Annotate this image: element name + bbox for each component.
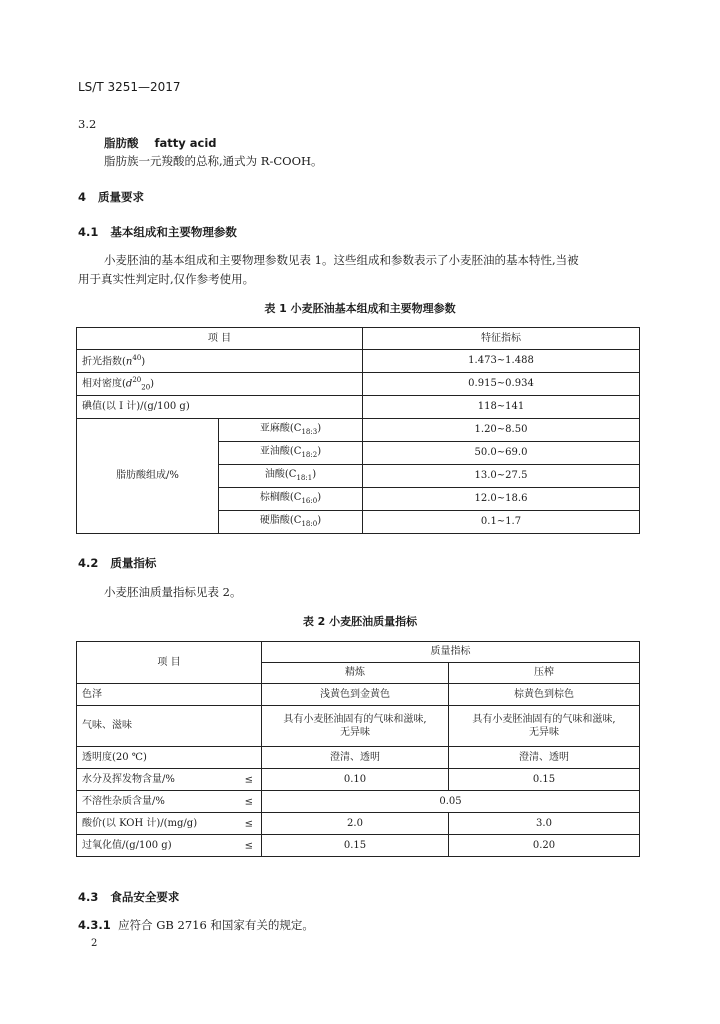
row-value: 0.915~0.934 — [363, 373, 640, 396]
header-item: 项 目 — [77, 642, 262, 684]
header-refined: 精炼 — [262, 663, 449, 684]
cell: 0.15 — [449, 769, 640, 791]
table-row — [77, 835, 640, 857]
table-row — [77, 684, 640, 706]
row-value: 1.473~1.488 — [363, 350, 640, 373]
cell: 0.20 — [449, 835, 640, 857]
header-pressed: 压榨 — [449, 663, 640, 684]
fa-name: 棕榈酸$(C_{16:0})$ — [219, 488, 363, 511]
cell: 浅黄色到金黄色 — [262, 684, 449, 706]
cell: 0.10 — [262, 769, 449, 791]
row-label: 不溶性杂质含量/% ≤ — [77, 791, 262, 813]
cell: 0.05 — [262, 791, 640, 813]
fa-value: 0.1~1.7 — [363, 511, 640, 534]
table-row — [77, 396, 640, 419]
section-4-2-heading — [78, 555, 156, 571]
section-title: 质量指标 — [110, 556, 157, 570]
fa-value: 13.0~27.5 — [363, 465, 640, 488]
row-label: 折光指数$(n^{40})$ — [77, 350, 363, 373]
term-heading — [104, 135, 217, 151]
cell: 3.0 — [449, 813, 640, 835]
section-title: 基本组成和主要物理参数 — [110, 225, 237, 239]
section-number: 4 — [78, 190, 87, 204]
row-label: 碘值(以 I 计)/(g/100 g) — [77, 396, 363, 419]
section-3-2-number: 3.2 — [78, 117, 97, 131]
table-row — [77, 706, 640, 747]
section-4-heading — [78, 189, 144, 205]
section-number: 4.1 — [78, 225, 99, 239]
row-label: 相对密度$(d^{20}_{20})$ — [77, 373, 363, 396]
term-en: fatty acid — [154, 136, 217, 150]
fatty-acid-label: 脂肪酸组成/% — [77, 419, 219, 534]
table-1 — [76, 327, 640, 534]
clause-4-3-1 — [78, 917, 314, 933]
table-row — [77, 419, 640, 442]
table-1-caption: 表 1 小麦胚油基本组成和主要物理参数 — [264, 302, 456, 315]
header-item: 项 目 — [77, 328, 363, 350]
paragraph-line: 用于真实性判定时,仅作参考使用。 — [78, 272, 255, 286]
fa-value: 1.20~8.50 — [363, 419, 640, 442]
table-row — [77, 747, 640, 769]
clause-number: 4.3.1 — [78, 918, 111, 932]
paragraph-line: 小麦胚油的基本组成和主要物理参数见表 1。这些组成和参数表示了小麦胚油的基本特性,当被 — [104, 253, 579, 267]
table-2 — [76, 641, 640, 857]
page-number: 2 — [91, 938, 98, 949]
section-4-3-heading — [78, 889, 179, 905]
section-number: 4.2 — [78, 556, 99, 570]
term-cn: 脂肪酸 — [104, 136, 139, 150]
fa-name: 油酸$(C_{18:1})$ — [219, 465, 363, 488]
paragraph-line: 小麦胚油质量指标见表 2。 — [104, 585, 242, 599]
table-row — [77, 373, 640, 396]
row-label: 酸价(以 KOH 计)/(mg/g) ≤ — [77, 813, 262, 835]
cell: 2.0 — [262, 813, 449, 835]
fa-name: 亚油酸$(C_{18:2})$ — [219, 442, 363, 465]
cell: 澄清、透明 — [449, 747, 640, 769]
row-label: 过氧化值/(g/100 g) ≤ — [77, 835, 262, 857]
fa-name: 硬脂酸$(C_{18:0})$ — [219, 511, 363, 534]
header-quality-index: 质量指标 — [262, 642, 640, 663]
clause-text: 应符合 GB 2716 和国家有关的规定。 — [118, 918, 314, 932]
table-row — [77, 791, 640, 813]
cell: 澄清、透明 — [262, 747, 449, 769]
standard-code-header: LS/T 3251—2017 — [78, 80, 181, 94]
fa-value: 12.0~18.6 — [363, 488, 640, 511]
row-label: 气味、滋味 — [77, 706, 262, 747]
section-number: 4.3 — [78, 890, 99, 904]
cell: 具有小麦胚油固有的气味和滋味, 无异味 — [262, 706, 449, 747]
cell: 0.15 — [262, 835, 449, 857]
row-value: 118~141 — [363, 396, 640, 419]
fa-value: 50.0~69.0 — [363, 442, 640, 465]
table-row — [77, 813, 640, 835]
section-title: 质量要求 — [98, 190, 145, 204]
term-definition: 脂肪族一元羧酸的总称,通式为 R-COOH。 — [104, 154, 323, 168]
row-label: 色泽 — [77, 684, 262, 706]
table-2-caption: 表 2 小麦胚油质量指标 — [302, 615, 418, 628]
header-value: 特征指标 — [363, 328, 640, 350]
section-title: 食品安全要求 — [110, 890, 180, 904]
row-label: 透明度(20 ℃) — [77, 747, 262, 769]
row-label: 水分及挥发物含量/% ≤ — [77, 769, 262, 791]
cell: 具有小麦胚油固有的气味和滋味, 无异味 — [449, 706, 640, 747]
table-row — [77, 769, 640, 791]
section-4-1-heading — [78, 224, 237, 240]
table-row — [77, 350, 640, 373]
cell: 棕黄色到棕色 — [449, 684, 640, 706]
fa-name: 亚麻酸$(C_{18:3})$ — [219, 419, 363, 442]
